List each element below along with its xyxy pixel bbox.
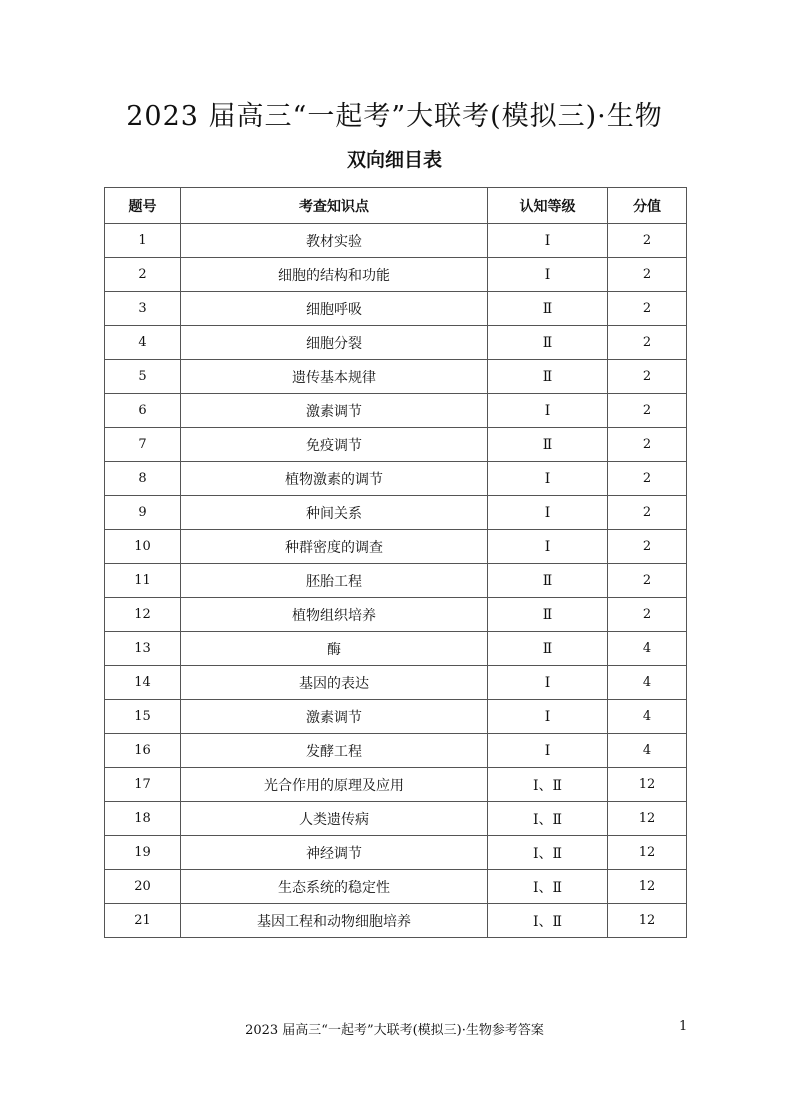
cell-knowledge-point: 细胞分裂 [181,326,488,360]
cell-cognitive-level: Ⅰ、Ⅱ [488,802,608,836]
table-row [105,598,687,632]
table-row [105,802,687,836]
cell-knowledge-point: 酶 [181,632,488,666]
table-row [105,326,687,360]
cell-question-number: 5 [105,360,181,394]
table-row [105,666,687,700]
cell-cognitive-level: Ⅰ [488,462,608,496]
cell-question-number: 9 [105,496,181,530]
cell-score: 2 [608,462,687,496]
cell-question-number: 12 [105,598,181,632]
cell-knowledge-point: 教材实验 [181,224,488,258]
cell-cognitive-level: Ⅱ [488,564,608,598]
table-subtitle: 双向细目表 [346,149,442,171]
header-score: 分值 [608,188,687,224]
cell-knowledge-point: 种间关系 [181,496,488,530]
table-row [105,428,687,462]
table-row [105,530,687,564]
table-row [105,768,687,802]
cell-cognitive-level: Ⅱ [488,598,608,632]
cell-cognitive-level: Ⅰ [488,224,608,258]
cell-question-number: 15 [105,700,181,734]
cell-knowledge-point: 免疫调节 [181,428,488,462]
cell-cognitive-level: Ⅰ [488,700,608,734]
cell-cognitive-level: Ⅰ [488,734,608,768]
cell-question-number: 4 [105,326,181,360]
table-row [105,394,687,428]
cell-knowledge-point: 细胞的结构和功能 [181,258,488,292]
cell-knowledge-point: 神经调节 [181,836,488,870]
cell-knowledge-point: 细胞呼吸 [181,292,488,326]
cell-question-number: 6 [105,394,181,428]
cell-question-number: 19 [105,836,181,870]
cell-knowledge-point: 激素调节 [181,700,488,734]
document-title: 2023 届高三“一起考”大联考(模拟三)·生物 [126,101,663,132]
cell-score: 12 [608,802,687,836]
table-row [105,734,687,768]
table-row [105,700,687,734]
cell-cognitive-level: Ⅰ、Ⅱ [488,904,608,938]
cell-score: 4 [608,632,687,666]
cell-cognitive-level: Ⅱ [488,428,608,462]
cell-knowledge-point: 发酵工程 [181,734,488,768]
cell-score: 2 [608,258,687,292]
cell-cognitive-level: Ⅰ [488,394,608,428]
cell-knowledge-point: 激素调节 [181,394,488,428]
cell-score: 12 [608,870,687,904]
table-row [105,292,687,326]
cell-score: 2 [608,360,687,394]
cell-score: 2 [608,326,687,360]
table-row [105,632,687,666]
cell-question-number: 2 [105,258,181,292]
cell-question-number: 21 [105,904,181,938]
cell-question-number: 8 [105,462,181,496]
table-header-row [105,188,687,224]
cell-knowledge-point: 生态系统的稳定性 [181,870,488,904]
cell-question-number: 3 [105,292,181,326]
cell-cognitive-level: Ⅰ、Ⅱ [488,870,608,904]
cell-knowledge-point: 基因的表达 [181,666,488,700]
header-cognitive-level: 认知等级 [488,188,608,224]
cell-question-number: 17 [105,768,181,802]
cell-score: 4 [608,734,687,768]
table-row [105,258,687,292]
cell-knowledge-point: 遗传基本规律 [181,360,488,394]
cell-knowledge-point: 光合作用的原理及应用 [181,768,488,802]
cell-cognitive-level: Ⅰ [488,530,608,564]
cell-question-number: 14 [105,666,181,700]
cell-question-number: 20 [105,870,181,904]
cell-question-number: 13 [105,632,181,666]
cell-score: 2 [608,496,687,530]
cell-question-number: 18 [105,802,181,836]
cell-cognitive-level: Ⅰ、Ⅱ [488,768,608,802]
cell-cognitive-level: Ⅰ、Ⅱ [488,836,608,870]
cell-question-number: 16 [105,734,181,768]
table-row [105,870,687,904]
cell-knowledge-point: 植物组织培养 [181,598,488,632]
table-row [105,360,687,394]
cell-score: 12 [608,904,687,938]
cell-knowledge-point: 植物激素的调节 [181,462,488,496]
cell-cognitive-level: Ⅰ [488,258,608,292]
table-body [105,224,687,938]
cell-cognitive-level: Ⅰ [488,496,608,530]
cell-score: 2 [608,428,687,462]
cell-cognitive-level: Ⅱ [488,360,608,394]
cell-score: 12 [608,836,687,870]
table-row [105,836,687,870]
cell-cognitive-level: Ⅰ [488,666,608,700]
table-row [105,462,687,496]
cell-cognitive-level: Ⅱ [488,292,608,326]
cell-knowledge-point: 种群密度的调查 [181,530,488,564]
cell-cognitive-level: Ⅱ [488,632,608,666]
cell-score: 2 [608,224,687,258]
cell-question-number: 10 [105,530,181,564]
table-row [105,564,687,598]
cell-knowledge-point: 胚胎工程 [181,564,488,598]
cell-score: 2 [608,292,687,326]
cell-score: 12 [608,768,687,802]
cell-question-number: 11 [105,564,181,598]
cell-score: 2 [608,530,687,564]
specification-table [104,187,687,938]
cell-knowledge-point: 基因工程和动物细胞培养 [181,904,488,938]
page-footer: 2023 届高三“一起考”大联考(模拟三)·生物参考答案 [245,1023,544,1038]
table-row [105,224,687,258]
header-knowledge-point: 考查知识点 [181,188,488,224]
cell-question-number: 1 [105,224,181,258]
cell-score: 4 [608,666,687,700]
page-number: 1 [679,1019,688,1034]
cell-score: 4 [608,700,687,734]
header-question-number: 题号 [105,188,181,224]
cell-score: 2 [608,394,687,428]
table-row [105,904,687,938]
cell-question-number: 7 [105,428,181,462]
cell-score: 2 [608,598,687,632]
cell-knowledge-point: 人类遗传病 [181,802,488,836]
table-row [105,496,687,530]
cell-cognitive-level: Ⅱ [488,326,608,360]
cell-score: 2 [608,564,687,598]
